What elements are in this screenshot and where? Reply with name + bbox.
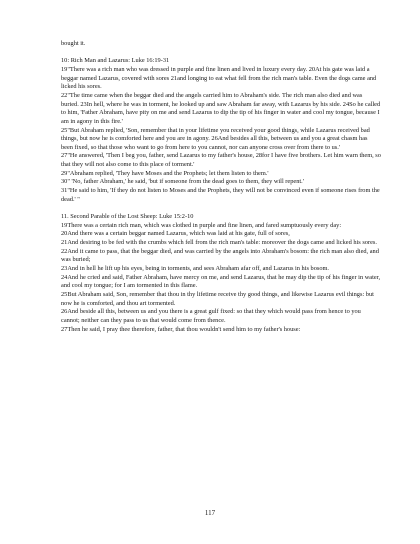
verse-paragraph: 19There was a certain rich man, which was clothed in purple and fine linen, and fared sumptuously every day: <box>61 221 342 229</box>
verse-paragraph: 31"He said to him, 'If they do not listen to Moses and the Prophets, they will not be convinced even if someone rises from the dead.' " <box>61 187 380 203</box>
previous-paragraph-ending: bought it. <box>61 40 86 47</box>
verse-paragraph: 25But Abraham said, Son, remember that thou in thy lifetime receive thy good things, and likewise Lazarus evil things: but now he is comforted, and thou art tormented. <box>61 290 374 307</box>
verse-paragraph: 21And desiring to be fed with the crumbs which fell from the rich man's table: moreover the dogs came and licked his sores. <box>61 238 377 246</box>
spacer <box>61 204 381 213</box>
section-heading: 10: Rich Man and Lazarus: Luke 16:19-31 <box>61 57 170 65</box>
verse-paragraph: 27"He answered, 'Then I beg you, father, send Lazarus to my father's house, 28for I have five brothers. Let him warn them, so that they will not also come to this place of torment.' <box>61 152 381 169</box>
verse-paragraph: 24And he cried and said, Father Abraham, have mercy on me, and send Lazarus, that he may dip the tip of his finger in water, and cool my tongue; for I am tormented in this flame. <box>61 273 381 290</box>
verse-paragraph: 27Then he said, I pray thee therefore, father, that thou wouldn't send him to my father's house: <box>61 325 301 333</box>
spacer <box>61 49 381 58</box>
verse-paragraph: 23And in hell he lift up his eyes, being in torments, and sees Abraham afar off, and Lazarus in his bosom. <box>61 264 330 272</box>
verse-paragraph: 30" 'No, father Abraham,' he said, 'but if someone from the dead goes to them, they will repent.' <box>61 178 304 186</box>
rich-man-and-lazarus-section <box>61 57 381 204</box>
verse-paragraph: 26And beside all this, between us and you there is a great gulf fixed: so that they which would pass from hence to you cannot; neither can they pass to us that would come from thence. <box>61 308 361 324</box>
verse-paragraph: 29"Abraham replied, 'They have Moses and the Prophets; let them listen to them.' <box>61 169 269 177</box>
section-heading: 11. Second Parable of the Lost Sheep: Luke 15:2-10 <box>61 213 194 220</box>
verse-paragraph: 19"There was a rich man who was dressed in purple and fine linen and lived in luxury every day. 20At his gate was laid a beggar named Lazarus, covered with sores 21and longing to eat what fell from the rich man's table. Even the dogs came and licked his sores. <box>61 65 377 91</box>
verse-paragraph: 25"But Abraham replied, 'Son, remember that in your lifetime you received your good things, while Lazarus received bad things, but now he is comforted here and you are in agony. 26And besides all this, between us and you a great chasm has been fixed, so that those who want to go from here to you cannot, nor can anyone cross over from there to us.' <box>61 126 370 151</box>
page-number: 117 <box>204 509 216 517</box>
verse-paragraph: 22"The time came when the beggar died and the angels carried him to Abraham's side. The rich man also died and was buried. 23In hell, where he was in torment, he looked up and saw Abraham far away, with Lazarus by his side. 24So he called to him, 'Father Abraham, have pity on me and send Lazarus to dip the tip of his finger in water and cool my tongue, because I am in agony in this fire.' <box>61 91 381 125</box>
page-content <box>61 40 381 334</box>
second-parable-section <box>61 213 381 334</box>
verse-paragraph: 20And there was a certain beggar named Lazarus, which was laid at his gate, full of sores, <box>61 230 290 238</box>
verse-paragraph: 22And it came to pass, that the beggar died, and was carried by the angels into Abraham's bosom: the rich man also died, and was buried; <box>61 247 379 264</box>
